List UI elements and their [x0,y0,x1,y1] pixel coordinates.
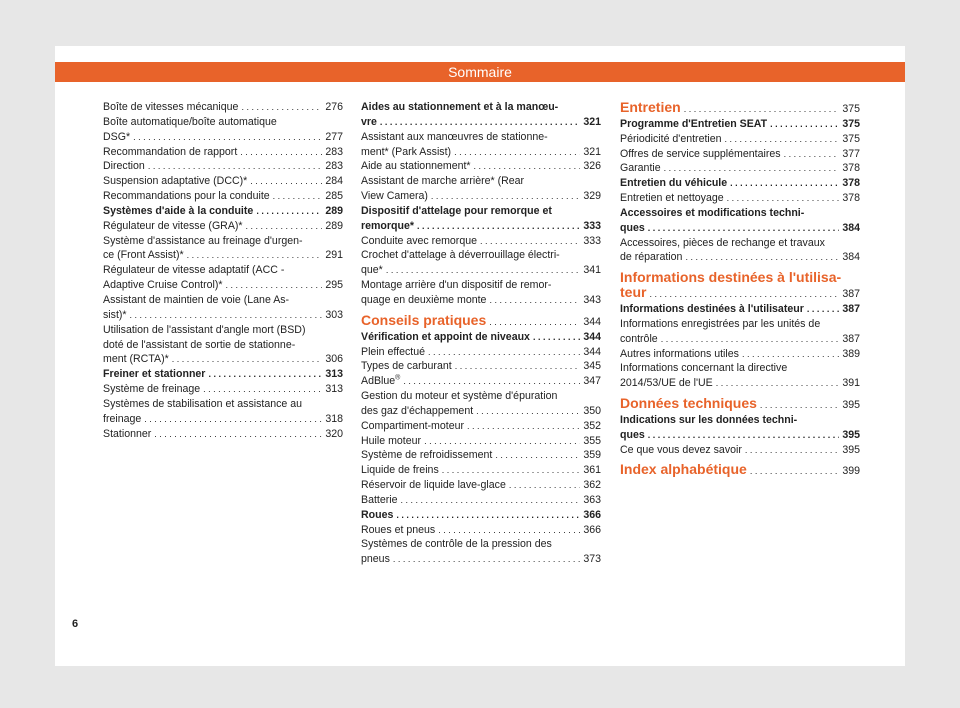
toc-entry-text: Autres informations utiles [620,347,739,360]
dot-leader [784,147,840,162]
toc-entry[interactable] [103,234,343,264]
toc-entry-text: Roues et pneus [361,523,436,536]
dot-leader [256,204,322,219]
toc-entry[interactable] [103,204,343,219]
toc-page-number: 375 [842,117,860,130]
dot-leader [750,464,840,479]
dot-leader [474,159,581,174]
toc-entry-text: Accessoires, pièces de rechange et travaux [620,236,825,249]
toc-entry[interactable] [103,100,343,115]
toc-entry-text: Freiner et stationner [103,368,206,381]
toc-section-heading[interactable] [620,100,860,117]
toc-entry-text: Assistant aux manœuvres de stationne- [361,130,548,143]
toc-entry-text: ment* (Park Assist) [361,145,452,158]
toc-entry-text: pneus [361,553,390,566]
toc-entry-text: Boîte de vitesses mécanique [103,101,239,113]
dot-leader [396,508,580,523]
toc-section-heading[interactable] [361,313,601,330]
toc-page-number: 387 [842,288,860,301]
toc-page-number: 320 [325,427,343,440]
dot-leader [428,345,580,360]
toc-entry[interactable] [361,174,601,204]
toc-entry[interactable] [361,419,601,434]
dot-leader [648,428,840,443]
toc-entry-text: Informations concernant la directive [620,362,788,375]
toc-entry[interactable] [361,523,601,538]
toc-page-number: 289 [325,219,343,232]
toc-page-number: 344 [583,330,601,343]
toc-entry-text: Systèmes de contrôle de la pression des [361,538,552,551]
toc-entry[interactable] [361,204,601,234]
dot-leader [727,191,840,206]
dot-leader [533,330,580,345]
toc-entry-text: ment (RCTA)* [103,353,169,366]
dot-leader [187,248,323,263]
dot-leader [130,308,323,323]
toc-entry-text: DSG* [103,130,131,143]
toc-entry-text: Plein effectué [361,345,426,358]
toc-entry-text: sist)* [103,308,127,321]
dot-leader [172,352,323,367]
toc-page-number: 366 [583,523,601,536]
toc-entry-text: quage en deuxième monte [361,293,487,306]
toc-entry-text: que* [361,264,383,277]
toc-entry-text: Aide au stationnement* [361,160,471,173]
toc-entry-text: Système d'assistance au freinage d'urgen- [103,234,303,247]
dot-leader [273,189,323,204]
toc-page-number: 391 [842,377,860,390]
toc-column-3 [620,100,860,479]
toc-entry-text: Suspension adaptative (DCC)* [103,175,248,188]
dot-leader [455,359,581,374]
toc-entry[interactable] [361,508,601,523]
toc-page-number: 373 [583,553,601,566]
toc-entry[interactable] [620,443,860,458]
toc-page-number: 362 [583,479,601,492]
toc-page-number: 343 [583,293,601,306]
toc-entry[interactable] [103,263,343,293]
toc-entry-text: de réparation [620,251,683,264]
toc-entry-text: Régulateur de vitesse (GRA)* [103,219,243,232]
toc-entry-text: Réservoir de liquide lave-glace [361,479,506,492]
toc-page-number: 352 [583,419,601,432]
toc-entry-text: Recommandation de rapport [103,145,238,158]
dot-leader [403,374,580,389]
dot-leader [476,404,580,419]
toc-page-number: 333 [583,234,601,247]
dot-leader [442,463,581,478]
toc-page-number: 375 [842,103,860,115]
toc-entry[interactable] [103,115,343,145]
toc-page-number: 306 [325,353,343,366]
dot-leader [246,219,323,234]
toc-page-number: 361 [583,464,601,477]
dot-leader [401,493,581,508]
dot-leader [760,398,839,413]
toc-entry-text: Recommandations pour la conduite [103,190,270,203]
toc-page-number: 329 [583,190,601,203]
toc-section-heading[interactable] [620,270,860,302]
toc-entry[interactable] [620,176,860,191]
toc-entry-text: doté de l'assistant de sortie de stationne- [103,338,296,351]
dot-leader [745,443,839,458]
toc-page-number: 285 [325,190,343,203]
toc-entry-text: Données techniques [620,395,757,412]
toc-entry-text: Accessoires et modifications techni- [620,206,805,219]
dot-leader [725,132,840,147]
toc-page-number: 355 [583,434,601,447]
toc-entry-text: View Camera) [361,190,428,203]
toc-entry[interactable] [103,159,343,174]
header-bar [55,62,905,82]
toc-entry[interactable] [103,293,343,323]
dot-leader [417,219,580,234]
toc-entry-text: Aides au stationnement et à la manœu- [361,101,559,113]
toc-entry[interactable] [620,206,860,236]
dot-leader [770,117,839,132]
toc-entry-text: remorque* [361,219,414,232]
toc-entry[interactable] [620,117,860,132]
page-title: Sommaire [448,64,512,80]
toc-entry[interactable] [620,191,860,206]
toc-entry-text: 2014/53/UE de l'UE [620,377,713,390]
dot-leader [661,332,840,347]
toc-entry[interactable] [620,361,860,391]
toc-page-number: 395 [842,428,860,441]
toc-page-number: 395 [842,443,860,456]
toc-entry-text: Système de freinage [103,383,201,396]
toc-entry-text: Indications sur les données techni- [620,413,798,426]
toc-entry-text: Assistant de marche arrière* (Rear [361,175,525,188]
toc-entry-text: Vérification et appoint de niveaux [361,330,530,343]
toc-page-number: 347 [583,375,601,388]
toc-entry-text: Informations enregistrées par les unités de [620,317,821,330]
toc-page-number: 277 [325,130,343,143]
toc-entry[interactable] [103,174,343,189]
dot-leader [480,234,580,249]
dot-leader [154,427,322,442]
toc-entry[interactable] [620,317,860,347]
toc-entry-text: Entretien du véhicule [620,177,728,190]
dot-leader [431,189,580,204]
toc-entry[interactable] [620,132,860,147]
toc-entry-text: Offres de service supplémentaires [620,147,781,160]
toc-page-number: 378 [842,177,860,190]
toc-entry-text: Batterie [361,493,398,506]
dot-leader [664,161,840,176]
toc-page-number: 313 [325,383,343,396]
toc-page-number: 377 [842,147,860,160]
toc-page-number: 333 [583,219,601,232]
toc-section-heading[interactable] [620,462,860,479]
toc-entry[interactable] [361,130,601,160]
dot-leader [454,145,580,160]
toc-page-number: 345 [583,360,601,373]
toc-entry[interactable] [620,236,860,266]
toc-entry-text: vre [361,115,377,128]
toc-entry-text: Entretien et nettoyage [620,192,724,205]
dot-leader [424,434,580,449]
toc-entry[interactable] [103,397,343,427]
toc-entry[interactable] [361,374,601,389]
toc-entry[interactable] [103,367,343,382]
toc-entry-text: Adaptive Cruise Control)* [103,279,223,292]
toc-page-number: 378 [842,192,860,205]
toc-entry[interactable] [361,330,601,345]
toc-page-number: 341 [583,264,601,277]
toc-entry-text: Entretien [620,99,681,115]
toc-entry-text: teur [620,284,647,301]
toc-entry[interactable] [620,347,860,362]
toc-entry[interactable] [620,161,860,176]
toc-entry-text: Boîte automatique/boîte automatique [103,115,277,128]
toc-entry-text: Régulateur de vitesse adaptatif (ACC - [103,264,285,277]
dot-leader [684,102,840,117]
dot-leader [148,159,323,174]
toc-entry-text: Huile moteur [361,434,422,447]
dot-leader [807,302,839,317]
toc-entry[interactable] [620,302,860,317]
toc-entry-text: Crochet d'attelage à déverrouillage électri- [361,249,560,262]
dot-leader [386,263,581,278]
dot-leader [648,221,840,236]
toc-page-number: 399 [842,465,860,478]
toc-entry[interactable] [361,537,601,567]
dot-leader [133,130,322,145]
toc-entry-text: Gestion du moteur et système d'épuration [361,390,558,403]
dot-leader [393,552,580,567]
dot-leader [489,293,580,308]
dot-leader [649,287,839,302]
toc-entry-text: Conseils pratiques [361,311,487,328]
toc-entry-text: Systèmes de stabilisation et assistance au [103,397,303,410]
toc-entry[interactable] [103,189,343,204]
toc-entry[interactable] [361,359,601,374]
toc-entry[interactable] [361,463,601,478]
dot-leader [716,376,840,391]
toc-entry[interactable] [361,234,601,249]
toc-page-number: 387 [842,302,860,315]
toc-entry-text: Dispositif d'attelage pour remorque et [361,204,552,217]
toc-page-number: 395 [842,399,860,412]
toc-entry[interactable] [103,145,343,160]
toc-entry-text: ques [620,221,645,234]
toc-page-number: 303 [325,308,343,321]
toc-page-number: 276 [325,101,343,113]
toc-page-number: 387 [842,332,860,345]
toc-page-number: 359 [583,449,601,462]
dot-leader [730,176,839,191]
toc-page-number: 375 [842,132,860,145]
toc-column-2 [361,100,601,567]
toc-page-number: 295 [325,279,343,292]
toc-entry-text: contrôle [620,332,658,345]
toc-entry[interactable] [361,478,601,493]
dot-leader [203,382,322,397]
toc-page-number: 384 [842,251,860,264]
dot-leader [208,367,322,382]
toc-entry[interactable] [361,434,601,449]
toc-entry-text: ce (Front Assist)* [103,249,184,262]
toc-page-number: 318 [325,412,343,425]
dot-leader [495,448,580,463]
toc-entry[interactable] [361,448,601,463]
dot-leader [438,523,580,538]
toc-entry[interactable] [620,147,860,162]
toc-page-number: 289 [325,204,343,217]
toc-entry-text: Index alphabétique [620,461,747,478]
dot-leader [467,419,580,434]
toc-entry-text: Roues [361,508,394,521]
toc-entry-text: Ce que vous devez savoir [620,443,742,456]
toc-section-heading[interactable] [620,396,860,413]
toc-entry-text: des gaz d'échappement [361,404,474,417]
toc-entry-text: Types de carburant [361,360,452,373]
toc-page-number: 283 [325,160,343,173]
dot-leader [250,174,322,189]
page-number: 6 [72,618,79,630]
toc-entry-text: Garantie [620,162,661,175]
toc-entry[interactable] [361,248,601,278]
dot-leader [240,145,322,160]
toc-entry[interactable] [361,159,601,174]
dot-leader [144,412,322,427]
toc-entry[interactable] [103,219,343,234]
toc-entry[interactable] [103,427,343,442]
toc-entry[interactable] [361,493,601,508]
toc-entry-text: Liquide de freins [361,464,439,477]
toc-entry[interactable] [361,278,601,308]
dot-leader [226,278,323,293]
toc-page-number: 378 [842,162,860,175]
toc-entry-text: Utilisation de l'assistant d'angle mort (BSD) [103,323,306,336]
toc-page-number: 384 [842,221,860,234]
toc-page-number: 344 [583,315,601,328]
toc-page-number: 284 [325,175,343,188]
toc-entry-text: ques [620,428,645,441]
toc-page-number: 321 [583,145,601,158]
toc-entry-text: AdBlue® [361,374,401,388]
toc-page-number: 363 [583,493,601,506]
toc-entry-text: Systèmes d'aide à la conduite [103,204,254,217]
toc-entry-text: Assistant de maintien de voie (Lane As- [103,293,290,306]
dot-leader [685,250,839,265]
toc-entry[interactable] [103,323,343,368]
toc-page-number: 344 [583,345,601,358]
dot-leader [380,115,580,130]
toc-entry-text: Stationner [103,427,152,440]
toc-entry-text: Système de refroidissement [361,449,493,462]
toc-entry[interactable] [103,382,343,397]
toc-entry[interactable] [361,389,601,419]
toc-page-number: 350 [583,404,601,417]
toc-entry[interactable] [620,413,860,443]
toc-entry[interactable] [361,100,601,130]
toc-entry[interactable] [361,345,601,360]
toc-page-number: 291 [325,249,343,262]
toc-entry-text: Compartiment-moteur [361,419,465,432]
toc-entry-text: Programme d'Entretien SEAT [620,117,768,130]
toc-entry-text: Informations destinées à l'utilisateur [620,302,804,315]
toc-entry-text: Conduite avec remorque [361,234,478,247]
toc-entry-text: Informations destinées à l'utilisa- [620,269,842,286]
toc-page-number: 283 [325,145,343,158]
toc-entry-text: freinage [103,412,142,425]
toc-page-number: 366 [583,508,601,521]
toc-entry-text: Périodicité d'entretien [620,132,722,145]
toc-page-number: 326 [583,160,601,173]
dot-leader [742,347,839,362]
toc-page-number: 389 [842,347,860,360]
toc-entry-text: Direction [103,160,145,173]
toc-column-1 [103,100,343,441]
dot-leader [509,478,580,493]
toc-page-number: 313 [325,368,343,381]
toc-page-number: 321 [583,115,601,128]
dot-leader [489,315,580,330]
dot-leader [241,100,322,115]
toc-entry-text: Montage arrière d'un dispositif de remor- [361,279,552,292]
